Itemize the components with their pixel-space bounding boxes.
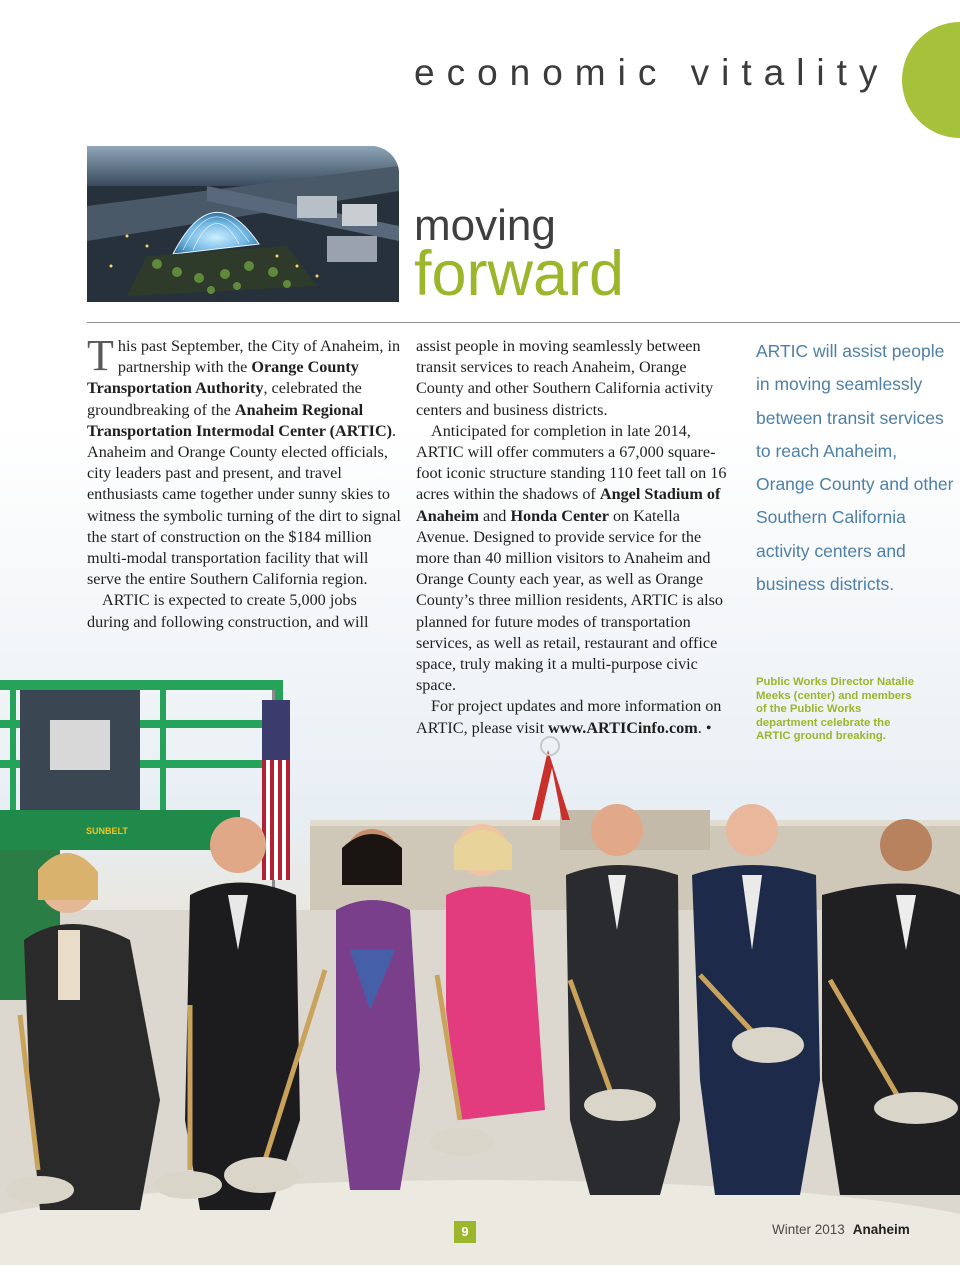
headline-forward: forward (414, 239, 625, 309)
photo-caption: Public Works Director Natalie Meeks (center) and members of the Public Works department celebrate the ARTIC ground breaking. (756, 676, 914, 743)
article-paragraph: assist people in moving seamlessly between transit services to reach Anaheim, Orange County and other Southern California activity centers and business districts. (416, 337, 714, 419)
artic-website-link[interactable]: www.ARTICinfo.com (548, 718, 698, 737)
article-text: For project updates and more information on ARTIC, please visit (416, 697, 722, 737)
artic-rendering-image (87, 146, 399, 302)
article-text: Anticipated for completion in late 2014, ARTIC will offer commuters a 67,000 square-foot iconic structure standing 110 feet tall on 16 acres within the shadows of (416, 421, 727, 504)
article-text: . • (697, 718, 712, 737)
article-text: on Katella Avenue. Designed to provide service for the more than 40 million visitors to Anaheim and Orange County each year, as well as Orange County’s three million residents, ARTIC is also planned for future modes of transportation services, as well as retail, restaurant and office space, truly making it a multi-purpose civic space. (416, 506, 724, 695)
drop-cap: T (87, 331, 114, 380)
org-name-artic: Anaheim Regional Transportation Intermodal Center (ARTIC) (87, 400, 393, 440)
issue-date: Winter 2013 (772, 1222, 845, 1237)
article-text: , celebrated the groundbreaking of the (87, 379, 362, 419)
venue-angel-stadium: Angel Stadium of Anaheim (416, 485, 721, 525)
groundbreaking-photo (0, 650, 960, 1265)
article-text: his past September, the City of Anaheim, in partnership with the (117, 337, 401, 377)
article-text: . Anaheim and Orange County elected officials, city leaders past and present, and travel enthusiasts came together under sunny skies to witness the symbolic turning of the dirt to signal the start of construction on the $184 million multi-modal transportation facility that will serve the entire Southern California region. (87, 421, 401, 589)
article-paragraph (87, 331, 401, 590)
article-paragraph: ARTIC is expected to create 5,000 jobs during and following construction, and will (87, 591, 369, 631)
org-name-octa: Orange County Transportation Authority (87, 358, 359, 398)
footer (772, 1222, 910, 1237)
section-title: economic vitality (414, 52, 890, 93)
lift-brand-label: SUNBELT (86, 826, 128, 836)
article-column-1 (87, 331, 401, 633)
page-number: 9 (454, 1221, 476, 1243)
article-text: and (478, 506, 511, 525)
headline-moving: moving (414, 201, 556, 250)
venue-honda-center: Honda Center (510, 506, 609, 525)
divider-rule (87, 322, 960, 323)
pull-quote: ARTIC will assist people in moving seamlessly between transit services to reach Anaheim, Orange County and other Southern California activity centers and business districts. (756, 341, 954, 595)
magazine-name: Anaheim (852, 1222, 910, 1237)
